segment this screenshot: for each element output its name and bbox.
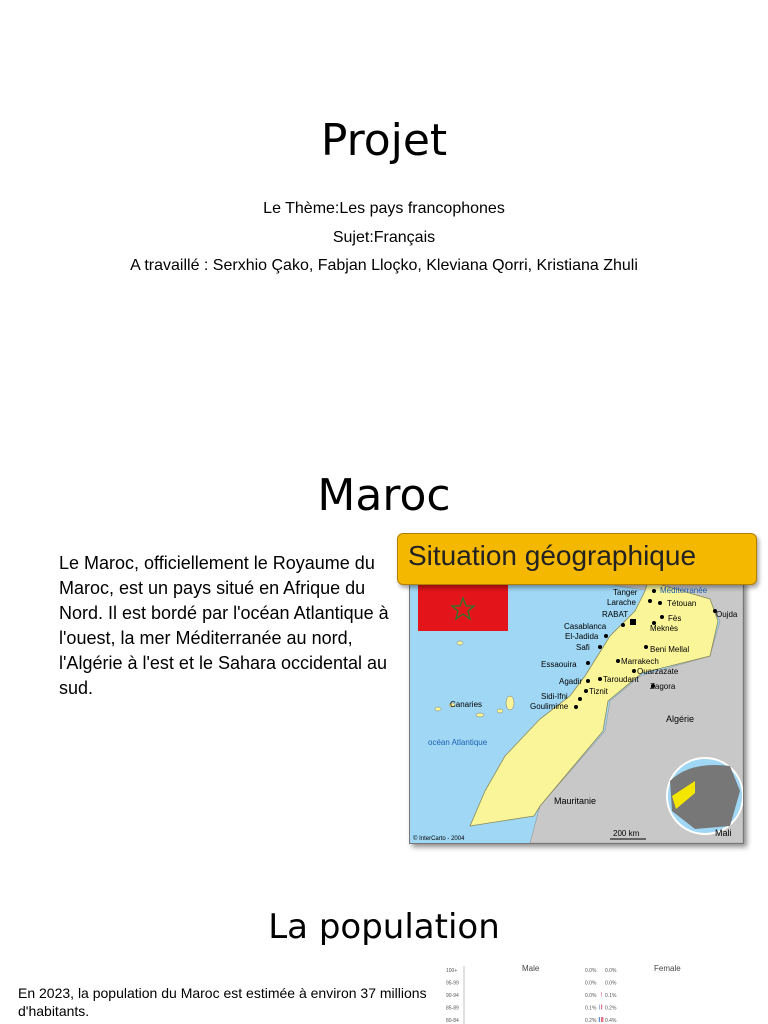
pyramid-age-label: 85-89 [446,1005,459,1012]
city-label: Zagora [650,682,676,691]
city-label: Casablanca [564,622,607,631]
population-title: La population [268,907,500,947]
city-label: Beni Mellal [650,645,690,654]
city-label: Meknès [650,624,679,633]
theme-line: Le Thème:Les pays francophones [263,200,505,217]
pyramid-female-value: 0.2% [605,1005,617,1012]
region-label: Méditerranée [660,586,708,595]
pyramid-female-value: 0.4% [605,1018,617,1024]
region-label: Mauritanie [554,796,597,806]
scale-label: 200 km [613,829,640,838]
island [457,641,463,645]
city-label: Larache [607,598,636,607]
pyramid-male-value: 0.0% [585,980,597,987]
pyramid-male-value: 0.0% [585,993,597,999]
city-label: Oujda [716,610,738,619]
pyramid-male-value: 0.2% [585,1018,597,1024]
authors-line: A travaillé : Serxhio Çako, Fabjan Lloçko, Kleviana Qorri, Kristiana Zhuli [130,257,638,274]
female-label: Female [654,964,681,973]
pyramid-female-value: 0.1% [605,993,617,999]
maroc-title: Maroc [317,470,451,521]
pyramid-male-value: 0.0% [585,968,597,974]
city-label: Essaouira [541,660,577,669]
city-label: Tiznit [589,687,608,696]
city-label: Taroudant [603,675,639,684]
project-title: Projet [320,115,448,166]
morocco-map [409,580,744,844]
city-label: Goulimime [530,702,569,711]
city-label: Sidi-Ifni [541,692,568,701]
pyramid-age-label: 95-99 [446,980,459,987]
region-label: Canaries [450,700,483,709]
morocco-flag [418,585,508,631]
pyramid-female-bar [601,992,602,997]
morocco-map-svg [410,581,743,843]
pyramid-male-bar [599,1005,600,1010]
pyramid-female-value: 0.0% [605,980,617,987]
city-label: Tétouan [667,599,697,608]
island [497,709,503,713]
island [506,696,514,710]
region-label: Mali [715,828,732,838]
pyramid-male-value: 0.1% [585,1005,597,1012]
map-credit: © InterCarto - 2004 [413,836,465,842]
population-text: En 2023, la population du Maroc est estimée à environ 37 millions d'habitants. [18,985,427,1019]
region-label: Algérie [666,714,695,724]
male-label: Male [522,964,540,973]
population-pyramid [440,960,768,1024]
city-label: Agadir [559,677,583,686]
city-label: RABAT [602,610,629,619]
pyramid-female-bar [601,1017,603,1022]
subject-line: Sujet:Français [332,229,436,246]
city-label: El-Jadida [565,632,599,641]
city-label: Safi [576,643,590,652]
pyramid-age-label: 100+ [446,968,458,974]
geo-situation-badge: Situation géographique [397,533,757,585]
pyramid-male-bar [599,1017,600,1022]
city-label: Marrakech [621,657,659,666]
island [435,707,441,711]
region-label: océan Atlantique [428,738,488,747]
island [476,713,484,717]
city-label: Tanger [613,588,638,597]
city-label: Ouarzazate [637,667,679,676]
maroc-description: Le Maroc, officiellement le Royaume du Maroc, est un pays situé en Afrique du Nord. Il est bordé par l'océan Atlantique à l'ouest, la mer Méditerranée au nord, l'Algérie à l'est et le Sahara occidental au sud. [59,553,389,698]
pyramid-svg [440,960,768,1024]
pyramid-female-value: 0.0% [605,968,617,974]
pyramid-age-label: 90-94 [446,993,459,999]
pyramid-age-label: 80-84 [446,1018,459,1024]
city-label: Fès [668,614,682,623]
pyramid-female-bar [601,1005,602,1010]
